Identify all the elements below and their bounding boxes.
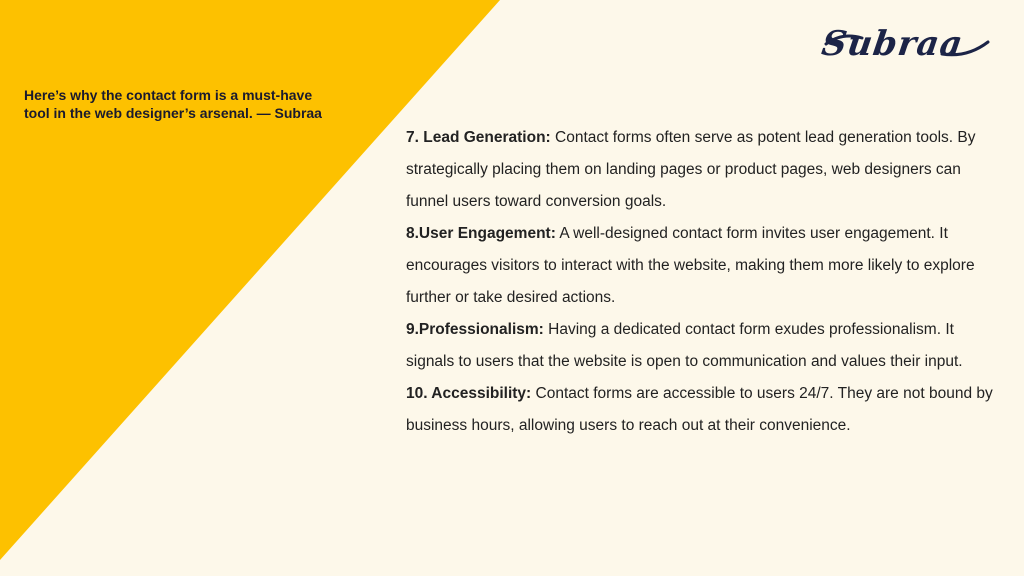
point-text: Having a dedicated contact form exudes professionalism. It signals to users that the website is open to communication and values their input. (406, 321, 963, 370)
point-title: 10. Accessibility: (406, 385, 532, 402)
point-item (406, 122, 1006, 218)
point-text: Contact forms often serve as potent lead generation tools. By strategically placing them on landing pages or product pages, web designers can funnel users toward conversion goals. (406, 129, 976, 210)
point-title: 9.Professionalism: (406, 321, 544, 338)
point-text: Contact forms are accessible to users 24/7. They are not bound by business hours, allowing users to reach out at their convenience. (406, 385, 993, 434)
point-title: 7. Lead Generation: (406, 129, 551, 146)
point-title: 8.User Engagement: (406, 225, 556, 242)
point-item (406, 378, 1006, 442)
side-caption: Here’s why the contact form is a must-have tool in the web designer’s arsenal. — Subraa (24, 87, 322, 121)
logo-text: Subraa (819, 24, 966, 64)
points-list (406, 122, 1006, 442)
point-item (406, 314, 1006, 378)
subraa-logo (819, 24, 992, 74)
point-text: A well-designed contact form invites user engagement. It encourages visitors to interact with the website, making them more likely to explore further or take desired actions. (406, 225, 975, 306)
point-item (406, 218, 1006, 314)
